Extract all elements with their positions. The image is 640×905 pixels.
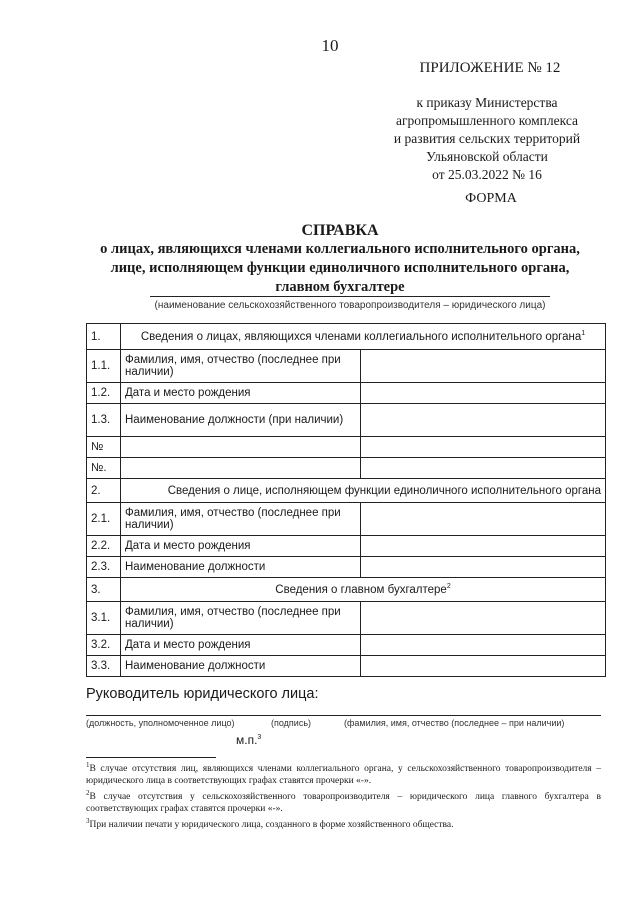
- row-label: [121, 458, 361, 479]
- page-number: 10: [321, 36, 339, 55]
- order-line: Ульяновской области: [426, 149, 548, 164]
- row-number: 3.2.: [87, 635, 121, 656]
- value-cell[interactable]: [361, 437, 606, 458]
- title-line: о лицах, являющихся членами коллегиального исполнительного органа,: [100, 241, 580, 257]
- row-label: Наименование должности (при наличии): [121, 404, 361, 437]
- row-number: №: [87, 437, 121, 458]
- row-number: 2.1.: [87, 503, 121, 536]
- value-cell[interactable]: [361, 350, 606, 383]
- row-label: Наименование должности: [121, 656, 361, 677]
- order-line: и развития сельских территорий: [393, 131, 581, 146]
- footnote-separator: [86, 757, 216, 758]
- section-row: [87, 324, 606, 350]
- title-line: лице, исполняющем функции единоличного исполнительного органа,: [110, 260, 570, 276]
- caption-position: (должность, уполномоченное лицо): [86, 718, 235, 728]
- order-line: к приказу Министерства: [416, 95, 558, 110]
- value-cell[interactable]: [361, 536, 606, 557]
- value-cell[interactable]: [361, 383, 606, 404]
- row-number: 3.1.: [87, 602, 121, 635]
- table-row: [87, 536, 606, 557]
- org-name-caption: (наименование сельскохозяйственного товаропроизводителя – юридического лица): [154, 300, 546, 311]
- section-row: [87, 578, 606, 602]
- table-row: [87, 437, 606, 458]
- footnote: $^1$В случае отсутствия лиц, являющихся членами коллегиального органа, у сельскохозяйственного товаропроизводителя – юридического лица в соответствующих графах ставятся прочерки «-».: [86, 761, 601, 786]
- row-label: Дата и место рождения: [121, 536, 361, 557]
- footnote: $^2$В случае отсутствия у сельскохозяйственного товаропроизводителя – юридического лица главного бухгалтера в соответствующих графах ставятся прочерки «-».: [86, 789, 601, 814]
- order-line: агропромышленного комплекса: [396, 113, 578, 128]
- value-cell[interactable]: [361, 404, 606, 437]
- section-title: Сведения о лицах, являющихся членами коллегиального исполнительного органа$^1$: [121, 324, 606, 350]
- signature-line: [86, 715, 601, 716]
- row-label: Дата и место рождения: [121, 635, 361, 656]
- title-main: СПРАВКА: [301, 222, 379, 239]
- info-table: [86, 323, 606, 677]
- table-row: [87, 635, 606, 656]
- order-line: от 25.03.2022 № 16: [432, 167, 542, 182]
- signer-label: Руководитель юридического лица:: [86, 686, 319, 702]
- row-number: 2.: [87, 479, 121, 503]
- row-label: Фамилия, имя, отчество (последнее при наличии): [121, 602, 361, 635]
- section-title: Сведения о главном бухгалтере$^2$: [121, 578, 606, 602]
- document-title: [90, 221, 590, 297]
- row-number: 2.3.: [87, 557, 121, 578]
- row-label: Фамилия, имя, отчество (последнее при наличии): [121, 350, 361, 383]
- footnotes: [86, 760, 601, 833]
- row-number: 2.2.: [87, 536, 121, 557]
- row-number: 1.3.: [87, 404, 121, 437]
- value-cell[interactable]: [361, 557, 606, 578]
- table-row: [87, 383, 606, 404]
- table-row: [87, 602, 606, 635]
- value-cell[interactable]: [361, 602, 606, 635]
- section-row: [87, 479, 606, 503]
- row-label: [121, 437, 361, 458]
- row-number: 3.3.: [87, 656, 121, 677]
- table-row: [87, 503, 606, 536]
- caption-signature: (подпись): [271, 718, 312, 728]
- appendix-label: ПРИЛОЖЕНИЕ № 12: [419, 60, 561, 76]
- section-title: Сведения о лице, исполняющем функции единоличного исполнительного органа: [121, 479, 606, 503]
- row-number: 1.1.: [87, 350, 121, 383]
- table-row: [87, 404, 606, 437]
- stamp-place: м.п.$^3$: [236, 733, 262, 747]
- value-cell[interactable]: [361, 503, 606, 536]
- value-cell[interactable]: [361, 458, 606, 479]
- table-row: [87, 350, 606, 383]
- footnote: $^3$При наличии печати у юридического лица, созданного в форме хозяйственного общества.: [86, 817, 454, 831]
- table-row: [87, 656, 606, 677]
- table-row: [87, 557, 606, 578]
- form-label: ФОРМА: [465, 191, 517, 206]
- row-label: Дата и место рождения: [121, 383, 361, 404]
- row-label: Наименование должности: [121, 557, 361, 578]
- row-number: №.: [87, 458, 121, 479]
- row-label: Фамилия, имя, отчество (последнее при наличии): [121, 503, 361, 536]
- row-number: 1.2.: [87, 383, 121, 404]
- title-line: главном бухгалтере: [275, 279, 405, 295]
- value-cell[interactable]: [361, 656, 606, 677]
- row-number: 1.: [87, 324, 121, 350]
- row-number: 3.: [87, 578, 121, 602]
- org-name-line: [150, 296, 550, 297]
- order-reference: [378, 94, 596, 184]
- value-cell[interactable]: [361, 635, 606, 656]
- caption-full-name: (фамилия, имя, отчество (последнее – при наличии): [344, 718, 565, 728]
- table-row: [87, 458, 606, 479]
